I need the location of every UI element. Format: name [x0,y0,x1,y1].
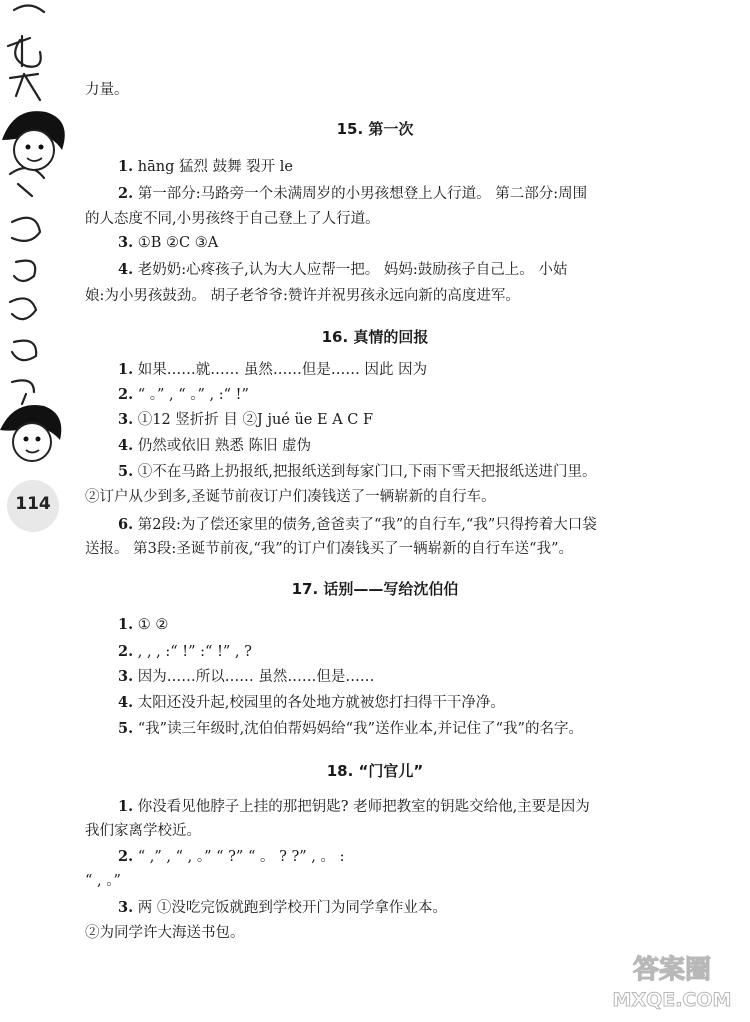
text-line: 3. ①12 竖折折 目 ②J jué üe E A C F [118,411,374,428]
text-line: 力量。 [85,82,129,98]
item-number: 1. [118,798,134,815]
item-number: 2. [118,386,134,403]
page-number: 114 [15,494,51,514]
text-line: 4. 太阳还没升起,校园里的各处地方就被您打扫得干干净净。 [118,694,505,711]
text-line: 1. 如果……就…… 虽然……但是…… 因此 因为 [118,361,428,378]
text-line: 5. “我”读三年级时,沈伯伯帮妈妈给“我”送作业本,并记住了“我”的名字。 [118,720,583,737]
text-line: 1. hāng 猛烈 鼓舞 裂开 le [118,158,294,175]
watermark-url: MXQE.COM [612,989,732,1011]
item-number: 1. [118,158,134,175]
item-number: 6. [118,516,134,533]
item-number: 5. [118,720,134,737]
text-line: 4. 老奶奶:心疼孩子,认为大人应帮一把。 妈妈:鼓励孩子自己上。 小姑 [118,261,568,278]
text-line: 3. ①B ②C ③A [118,234,219,251]
text-line: 2. , , , :“ !” :“ !” , ? [118,643,252,660]
item-number: 1. [118,361,134,378]
text-line: 娘:为小男孩鼓劲。 胡子老爷爷:赞许并祝男孩永远向新的高度进军。 [85,288,520,304]
item-number: 3. [118,668,134,685]
item-number: 3. [118,234,134,251]
text-line: 3. 因为……所以…… 虽然……但是…… [118,668,375,685]
watermark-logo [602,948,742,1014]
item-number: 2. [118,185,134,202]
text-line: 送报。 第3段:圣诞节前夜,“我”的订户们凑钱买了一辆崭新的自行车送“我”。 [85,541,573,557]
text-line: 2. 第一部分:马路旁一个未满周岁的小男孩想登上人行道。 第二部分:周围 [118,185,588,202]
item-number: 4. [118,694,134,711]
section-title: 15. 第一次 [336,120,414,138]
cartoon-face-icon [0,405,61,461]
text-line: ②订户从少到多,圣诞节前夜订户们凑钱送了一辆崭新的自行车。 [85,489,496,505]
text-line: 1. ① ② [118,616,169,633]
text-line: “ , 。” [85,873,121,889]
text-line: 2. “ ,” , “ , 。” “ ?” “ 。 ? ?” , 。 : [118,848,345,865]
text-line: 2. “ 。” , “ 。” , :“ !” [118,386,249,403]
item-number: 1. [118,616,134,633]
text-line: 1. 你没看见他脖子上挂的那把钥匙? 老师把教室的钥匙交给他,主要是因为 [118,798,590,815]
item-number: 5. [118,463,134,480]
item-number: 3. [118,899,134,916]
text-line: ②为同学许大海送书包。 [85,925,245,941]
item-number: 4. [118,437,134,454]
watermark-text: 答案圈 [632,955,712,985]
text-line: 我们家离学校近。 [85,823,201,839]
item-number: 4. [118,261,134,278]
text-line: 5. ①不在马路上扔报纸,把报纸送到每家门口,下雨下雪天把报纸送进门里。 [118,463,597,480]
section-title: 18. “门官儿” [326,762,424,780]
text-line: 6. 第2段:为了偿还家里的债务,爸爸卖了“我”的自行车,“我”只得挎着大口袋 [118,516,597,533]
text-line: 4. 仍然或依旧 熟悉 陈旧 虚伪 [118,437,312,454]
item-number: 3. [118,411,134,428]
section-title: 17. 话别——写给沈伯伯 [291,580,459,598]
margin-doodle-decoration [0,0,78,560]
item-number: 2. [118,643,134,660]
section-title: 16. 真情的回报 [321,328,429,346]
item-number: 2. [118,848,134,865]
text-line: 的人态度不同,小男孩终于自己登上了人行道。 [85,211,380,227]
text-line: 3. 两 ①没吃完饭就跑到学校开门为同学拿作业本。 [118,899,447,916]
